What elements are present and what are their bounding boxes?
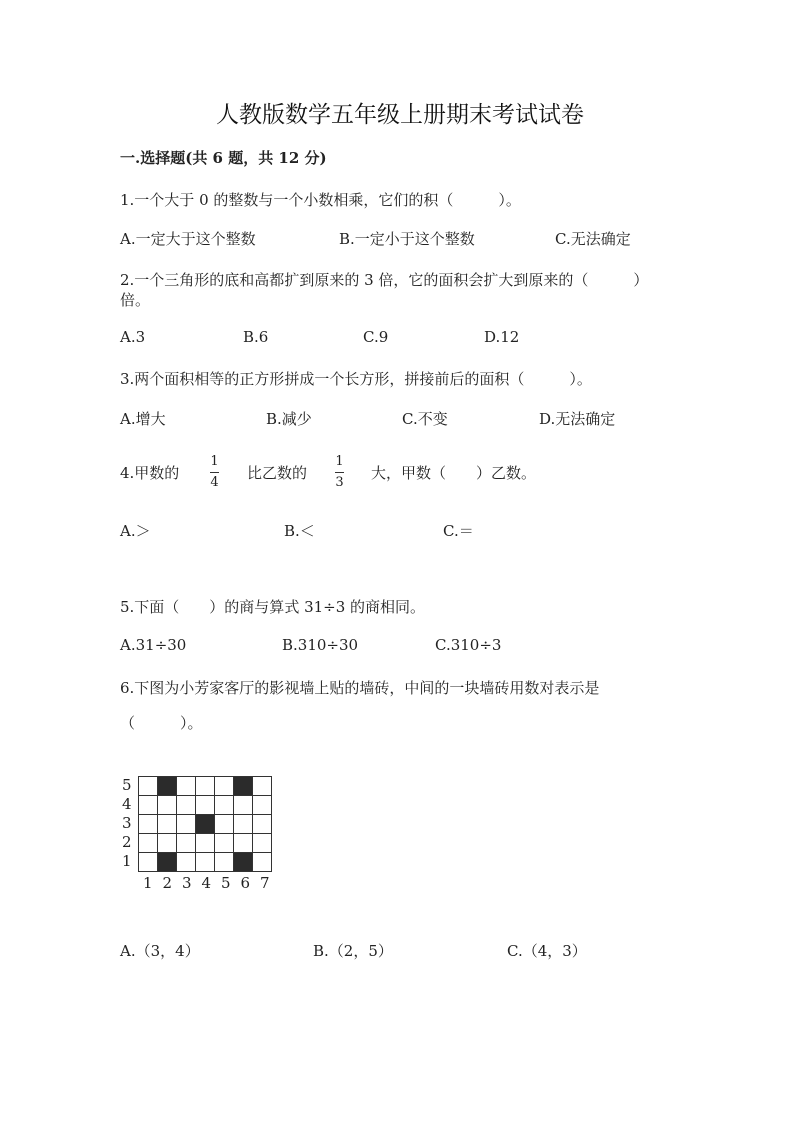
fraction-one-quarter — [210, 455, 219, 490]
question-6-line-2: （ ）。 — [120, 714, 203, 732]
empty-tile — [177, 834, 196, 853]
fraction-one-third — [335, 455, 344, 490]
question-2-line-1: 2.一个三角形的底和高都扩到原来的 3 倍，它的面积会扩大到原来的（ ） — [120, 271, 649, 289]
empty-tile — [196, 834, 215, 853]
q5-option-c[interactable]: C.310÷3 — [435, 636, 502, 654]
empty-tile — [253, 853, 272, 872]
empty-tile — [215, 796, 234, 815]
filled-tile — [158, 777, 177, 796]
q1-option-b[interactable]: B.一定小于这个整数 — [339, 230, 475, 248]
empty-tile — [253, 777, 272, 796]
fraction-bar — [210, 472, 219, 473]
empty-tile — [139, 853, 158, 872]
empty-tile — [215, 853, 234, 872]
column-labels — [138, 874, 275, 892]
q6-option-a[interactable]: A.（3，4） — [120, 942, 200, 960]
q1-option-c[interactable]: C.无法确定 — [555, 230, 631, 248]
q1-option-a[interactable]: A.一定大于这个整数 — [120, 230, 256, 248]
column-label: 1 — [142, 874, 153, 892]
filled-tile — [234, 777, 253, 796]
filled-tile — [234, 853, 253, 872]
empty-tile — [139, 796, 158, 815]
column-label: 3 — [181, 874, 192, 892]
question-4-part-1: 4.甲数的 — [120, 464, 180, 482]
row-label: 3 — [122, 814, 132, 832]
column-label: 7 — [259, 874, 270, 892]
question-4-part-3: 大，甲数（ ）乙数。 — [371, 464, 537, 482]
empty-tile — [253, 834, 272, 853]
q6-option-c[interactable]: C.（4，3） — [507, 942, 587, 960]
question-1: 1.一个大于 0 的整数与一个小数相乘，它们的积（ ）。 — [120, 191, 521, 209]
empty-tile — [234, 796, 253, 815]
row-label: 4 — [122, 795, 132, 813]
empty-tile — [253, 815, 272, 834]
q3-option-c[interactable]: C.不变 — [402, 410, 448, 428]
question-3: 3.两个面积相等的正方形拼成一个长方形，拼接前后的面积（ ）。 — [120, 370, 592, 388]
fraction-denominator: 3 — [335, 475, 344, 490]
q2-option-a[interactable]: A.3 — [120, 328, 146, 346]
empty-tile — [215, 815, 234, 834]
empty-tile — [234, 834, 253, 853]
question-4-part-2: 比乙数的 — [247, 464, 308, 482]
q6-option-b[interactable]: B.（2，5） — [313, 942, 393, 960]
tile-grid — [138, 776, 272, 872]
q5-option-a[interactable]: A.31÷30 — [120, 636, 187, 654]
filled-tile — [158, 853, 177, 872]
empty-tile — [196, 796, 215, 815]
empty-tile — [253, 796, 272, 815]
fraction-numerator: 1 — [335, 454, 344, 469]
q2-option-d[interactable]: D.12 — [484, 328, 520, 346]
fraction-bar — [335, 472, 344, 473]
row-label: 1 — [122, 852, 132, 870]
filled-tile — [196, 815, 215, 834]
row-label: 5 — [122, 776, 132, 794]
column-label: 5 — [220, 874, 231, 892]
question-2-line-2: 倍。 — [120, 291, 151, 309]
column-label: 4 — [201, 874, 212, 892]
q4-option-c[interactable]: C.＝ — [443, 522, 474, 540]
empty-tile — [158, 834, 177, 853]
row-labels — [122, 776, 132, 871]
section-heading: 一.选择题(共 6 题，共 12 分) — [120, 149, 327, 167]
column-label: 6 — [240, 874, 251, 892]
question-5: 5.下面（ ）的商与算式 31÷3 的商相同。 — [120, 598, 426, 616]
q2-option-b[interactable]: B.6 — [243, 328, 269, 346]
tile-grid-figure — [118, 770, 288, 892]
empty-tile — [139, 815, 158, 834]
q4-option-a[interactable]: A.＞ — [120, 522, 151, 540]
empty-tile — [177, 853, 196, 872]
empty-tile — [234, 815, 253, 834]
empty-tile — [139, 777, 158, 796]
q5-option-b[interactable]: B.310÷30 — [282, 636, 359, 654]
q3-option-d[interactable]: D.无法确定 — [539, 410, 616, 428]
row-label: 2 — [122, 833, 132, 851]
fraction-denominator: 4 — [210, 475, 219, 490]
empty-tile — [196, 777, 215, 796]
column-label: 2 — [162, 874, 173, 892]
empty-tile — [139, 834, 158, 853]
empty-tile — [196, 853, 215, 872]
question-6-line-1: 6.下图为小芳家客厅的影视墙上贴的墙砖，中间的一块墙砖用数对表示是 — [120, 679, 600, 697]
page-title: 人教版数学五年级上册期末考试试卷 — [216, 102, 584, 128]
q4-option-b[interactable]: B.＜ — [284, 522, 315, 540]
q3-option-a[interactable]: A.增大 — [120, 410, 166, 428]
empty-tile — [215, 834, 234, 853]
empty-tile — [215, 777, 234, 796]
q3-option-b[interactable]: B.减少 — [266, 410, 312, 428]
empty-tile — [158, 815, 177, 834]
empty-tile — [158, 796, 177, 815]
empty-tile — [177, 777, 196, 796]
empty-tile — [177, 815, 196, 834]
empty-tile — [177, 796, 196, 815]
fraction-numerator: 1 — [210, 454, 219, 469]
q2-option-c[interactable]: C.9 — [363, 328, 389, 346]
